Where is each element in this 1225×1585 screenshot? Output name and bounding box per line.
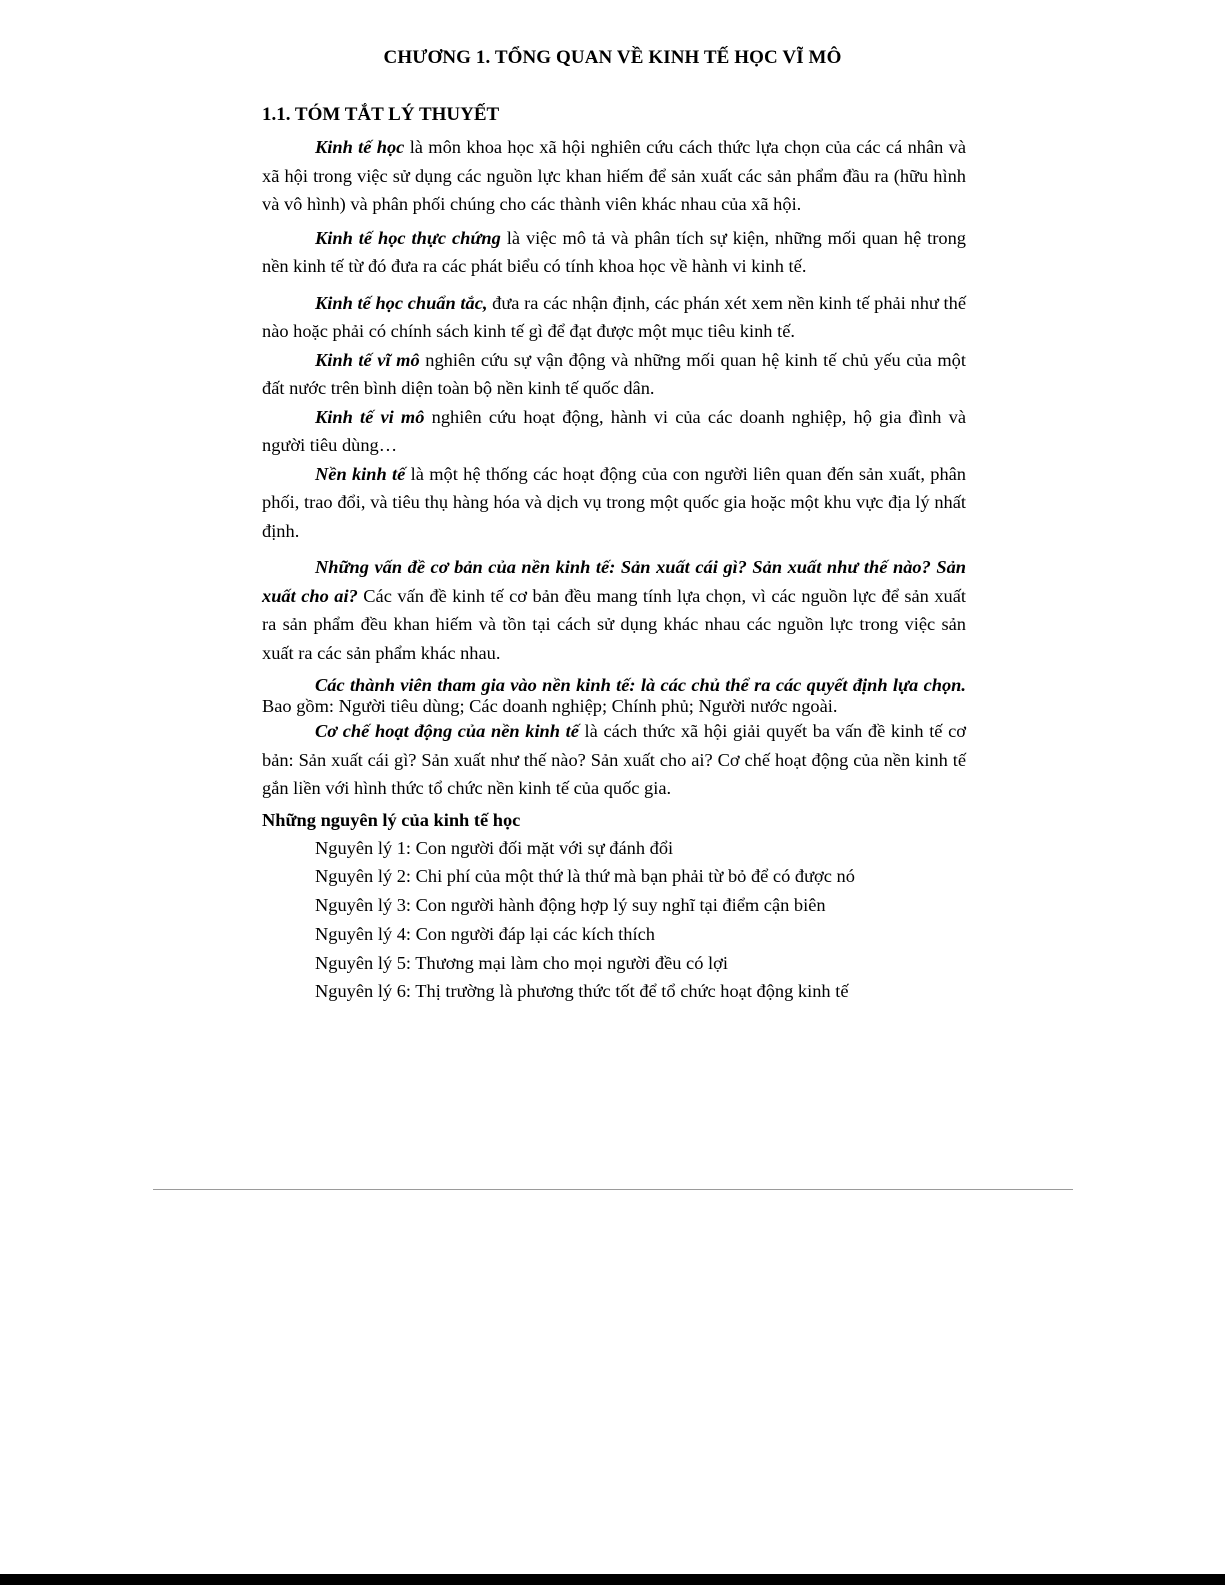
list-item: Nguyên lý 6: Thị trường là phương thức tốt để tổ chức hoạt động kinh tế <box>315 981 849 1002</box>
paragraph-chuan-tac <box>262 289 966 346</box>
list-item: Nguyên lý 4: Con người đáp lại các kích thích <box>315 923 655 944</box>
section-title: 1.1. TÓM TẮT LÝ THUYẾT <box>262 104 500 125</box>
paragraph-text: nghiên cứu sự vận động và những mối quan hệ kinh tế chủ yếu của một đất nước trên bình diện toàn bộ nền kinh tế quốc dân. <box>262 349 966 398</box>
chapter-title: CHƯƠNG 1. TỔNG QUAN VỀ KINH TẾ HỌC VĨ MÔ <box>383 47 842 68</box>
page-divider <box>153 1189 1073 1190</box>
principles-list <box>262 834 966 1007</box>
paragraph-text: đưa ra các nhận định, các phán xét xem nền kinh tế phải như thế nào hoặc phải có chính sách kinh tế gì để đạt được một mục tiêu kinh tế. <box>262 292 966 341</box>
paragraph-kinh-te-hoc <box>262 133 966 219</box>
paragraph-text: Các vấn đề kinh tế cơ bản đều mang tính lựa chọn, vì các nguồn lực để sản xuất ra sản phẩm đều khan hiếm và tồn tại cách sử dụng khác nhau các nguồn lực trong việc sản xuất ra các sản phẩm khác nhau. <box>262 585 966 663</box>
paragraph-van-de-co-ban <box>262 553 966 667</box>
term-co-che: Cơ chế hoạt động của nền kinh tế <box>315 721 579 741</box>
paragraph-nen-kinh-te <box>262 460 966 546</box>
paragraph-text: là một hệ thống các hoạt động của con người liên quan đến sản xuất, phân phối, trao đổi, và tiêu thụ hàng hóa và dịch vụ trong một quốc gia hoặc một khu vực địa lý nhất định. <box>262 463 966 541</box>
term-thuc-chung: Kinh tế học thực chứng <box>315 227 501 248</box>
list-item: Nguyên lý 1: Con người đối mặt với sự đánh đổi <box>315 837 674 858</box>
term-nen-kinh-te: Nền kinh tế <box>315 463 406 484</box>
paragraph-text: nghiên cứu hoạt động, hành vi của các doanh nghiệp, hộ gia đình và người tiêu dùng… <box>262 406 967 455</box>
paragraph-vi-mo-macro <box>262 346 966 403</box>
paragraph-text: Bao gồm: Người tiêu dùng; Các doanh nghiệp; Chính phủ; Người nước ngoài. <box>262 696 838 716</box>
page-content <box>262 103 966 1006</box>
paragraph-text: là cách thức xã hội giải quyết ba vấn đề kinh tế cơ bản: Sản xuất cái gì? Sản xuất như thế nào? Sản xuất cho ai? Cơ chế hoạt động của nền kinh tế gắn liền với hình thức tổ chức nền kinh tế của quốc gia. <box>262 721 966 798</box>
list-item: Nguyên lý 3: Con người hành động hợp lý suy nghĩ tại điểm cận biên <box>315 895 826 916</box>
paragraph-vi-mo-micro <box>262 403 966 460</box>
principles-heading: Những nguyên lý của kinh tế học <box>262 809 521 830</box>
paragraph-co-che <box>262 717 966 803</box>
paragraph-thuc-chung <box>262 224 966 281</box>
term-vi-mo-macro: Kinh tế vĩ mô <box>315 349 420 370</box>
paragraph-text: là việc mô tả và phân tích sự kiện, những mối quan hệ trong nền kinh tế từ đó đưa ra các phát biểu có tính khoa học về hành vi kinh tế. <box>262 227 966 276</box>
bottom-edge-bar <box>0 1574 1225 1585</box>
term-thanh-vien: Các thành viên tham gia vào nền kinh tế: là các chủ thể ra các quyết định lựa chọn. <box>315 675 966 695</box>
term-vi-mo-micro: Kinh tế vi mô <box>315 406 425 427</box>
paragraph-text: là môn khoa học xã hội nghiên cứu cách thức lựa chọn của các cá nhân và xã hội trong việc sử dụng các nguồn lực khan hiếm để sản xuất các sản phẩm đầu ra (hữu hình và vô hình) và phân phối chúng cho các thành viên khác nhau của xã hội. <box>262 137 967 214</box>
term-kinh-te-hoc: Kinh tế học <box>315 137 405 157</box>
term-van-de-co-ban: Những vấn đề cơ bản của nền kinh tế: Sản xuất cái gì? Sản xuất như thế nào? Sản xuất cho ai? <box>262 557 966 606</box>
term-chuan-tac: Kinh tế học chuẩn tắc, <box>315 292 488 313</box>
list-item: Nguyên lý 5: Thương mại làm cho mọi người đều có lợi <box>315 952 728 973</box>
list-item: Nguyên lý 2: Chi phí của một thứ là thứ mà bạn phải từ bỏ để có được nó <box>315 866 855 887</box>
paragraph-thanh-vien <box>262 675 966 717</box>
